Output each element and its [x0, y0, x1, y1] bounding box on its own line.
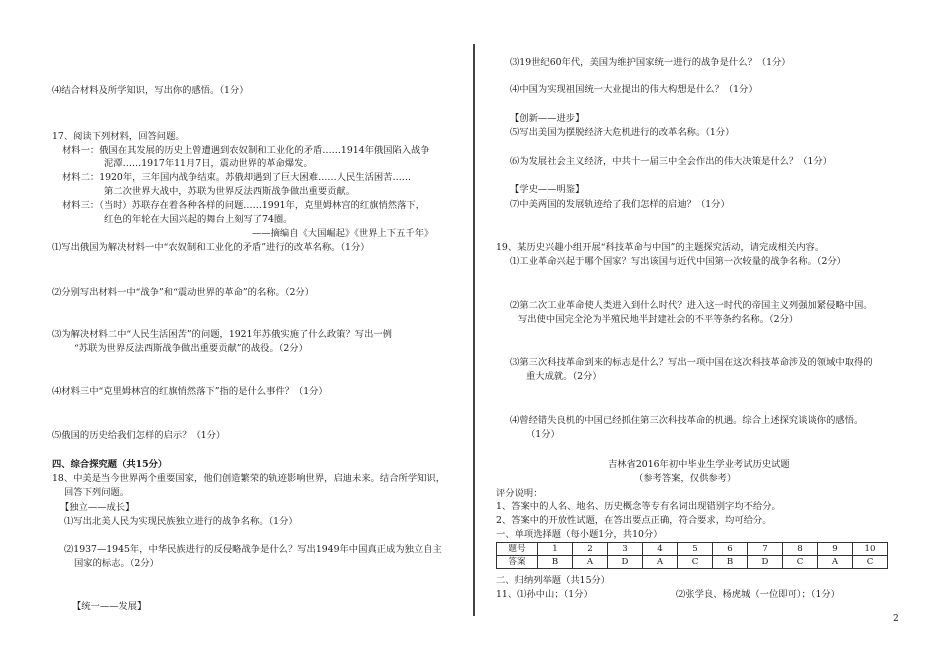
q18-3: ⑶19世纪60年代，美国为维护国家统一进行的战争是什么？（1分）: [510, 57, 791, 68]
table-cell: 3: [608, 543, 643, 556]
q18-1: ⑴写出北美人民为实现民族独立进行的战争名称。（1分）: [64, 516, 298, 527]
material-1-line2: 泥潭……1917年11月7日，震动世界的革命爆发。: [104, 158, 313, 169]
page-number: 2: [893, 614, 899, 624]
table-cell: D: [748, 556, 783, 569]
q17-2: ⑵分别写出材料一中“战争”和“震动世界的革命”的名称。（2分）: [52, 287, 314, 298]
table-cell: 10: [853, 543, 888, 556]
table-cell: 9: [818, 543, 853, 556]
material-1-line1: 材料一：俄国在其发展的历史上曾遭遇到农奴制和工业化的矛盾……1914年俄国陷入战争: [62, 145, 430, 156]
answer-11-part1: 11、⑴孙中山；（1分）: [496, 589, 593, 600]
q18-4: ⑷中国为实现祖国统一大业提出的伟大构想是什么？（1分）: [510, 84, 758, 95]
q19-4-line2: （1分）: [526, 429, 560, 440]
column-divider: [473, 44, 475, 616]
tag-history: 【学史——明鉴】: [510, 184, 585, 195]
material-3-line1: 材料三：（当时）苏联存在着各种各样的问题……1991年，克里姆林宫的红旗悄然落下，: [62, 200, 425, 211]
q19-1: ⑴工业革命兴起于哪个国家？写出该国与近代中国第一次较量的战争名称。（2分）: [510, 256, 846, 267]
tag-innovation: 【创新——进步】: [510, 113, 585, 124]
material-2-line2: 第二次世界大战中，苏联为世界反法西斯战争做出重要贡献。: [104, 186, 356, 197]
table-cell: C: [853, 556, 888, 569]
q17-3-line1: ⑶为解决材料二中“人民生活困苦”的问题，1921年苏俄实施了什么政策？写出一例: [52, 329, 392, 340]
section-2-heading: 二、归纳列举题（共15分）: [496, 575, 611, 586]
q17-3-line2: “苏联为世界反法西斯战争做出重要贡献”的战役。（2分）: [74, 343, 308, 354]
table-cell: A: [818, 556, 853, 569]
table-cell: B: [713, 556, 748, 569]
material-source: ——摘编自《大国崛起》《世界上下五千年》: [252, 228, 434, 239]
table-header-answer: 答案: [497, 556, 538, 569]
material-3-line2: 红色的年轮在大国兴起的舞台上刻写了74圈。: [104, 214, 293, 225]
table-cell: A: [643, 556, 678, 569]
table-cell: C: [783, 556, 818, 569]
q18-5: ⑸写出美国为摆脱经济大危机进行的改革名称。（1分）: [510, 127, 735, 138]
material-2-line1: 材料二：1920年，三年国内战争结束。苏俄却遇到了巨大困难……人民生活困苦……: [62, 172, 412, 183]
table-header-number: 题号: [497, 543, 538, 556]
answer-11-part2: ⑵张学良、杨虎城（一位即可）；（1分）: [676, 589, 840, 600]
table-cell: A: [573, 556, 608, 569]
table-cell: 8: [783, 543, 818, 556]
answer-subtitle: （参考答案，仅供参考）: [634, 473, 737, 484]
q19-3-line1: ⑶第三次科技革命到来的标志是什么？写出一项中国在这次科技革命涉及的领域中取得的: [510, 357, 873, 368]
table-cell: 1: [538, 543, 573, 556]
table-cell: B: [538, 556, 573, 569]
table-cell: 2: [573, 543, 608, 556]
q19-2-line1: ⑵第二次工业革命使人类进入到什么时代？进入这一时代的帝国主义列强加紧侵略中国。: [510, 300, 873, 311]
evaluation-1: 1、答案中的人名、地名、历史概念等专有名词出现错别字均不给分。: [496, 501, 781, 512]
answer-table: [496, 542, 888, 569]
q19-4-line1: ⑷曾经错失良机的中国已经抓住第三次科技革命的机遇。综合上述探究谈谈你的感悟。: [510, 415, 864, 426]
section-1-heading: 一、单项选择题（每小题1分，共10分）: [496, 529, 663, 540]
table-cell: 5: [678, 543, 713, 556]
q17-1: ⑴写出俄国为解决材料一中“农奴制和工业化的矛盾”进行的改革名称。（1分）: [52, 242, 370, 253]
q17-4: ⑷材料三中“克里姆林宫的红旗悄然落下”指的是什么事件？（1分）: [52, 386, 328, 397]
q19-2-line2: 写出使中国完全沦为半殖民地半封建社会的不平等条约名称。（2分）: [518, 314, 799, 325]
q17-5: ⑸俄国的历史给我们怎样的启示？（1分）: [52, 430, 226, 441]
q19-3-line2: 重大成就。（2分）: [526, 371, 602, 382]
table-cell: 6: [713, 543, 748, 556]
table-cell: D: [608, 556, 643, 569]
section-4-heading: 四、综合探究题（共15分）: [52, 459, 168, 470]
answer-title: 吉林省2016年初中毕业生学业考试历史试题: [608, 459, 790, 470]
q18-line2: 回答下列问题。: [64, 487, 130, 498]
evaluation-heading: 评分说明：: [496, 488, 543, 499]
q18-line1: 18、中美是当今世界两个重要国家，他们创造繁荣的轨迹影响世界，启迪未来。结合所学知识，: [52, 473, 446, 484]
q17-title: 17、阅读下列材料，回答问题。: [52, 131, 185, 142]
table-cell: C: [678, 556, 713, 569]
tag-unification: 【统一——发展】: [72, 601, 147, 612]
answer-table-row-numbers: [497, 543, 888, 556]
q18-7: ⑺中美两国的发展轨迹给了我们怎样的启迪？（1分）: [510, 199, 730, 210]
tag-independence: 【独立——成长】: [60, 502, 135, 513]
q18-2-line1: ⑵1937—1945年，中华民族进行的反侵略战争是什么？写出1949年中国真正成为独立自主: [64, 544, 442, 555]
table-cell: 7: [748, 543, 783, 556]
q18-2-line2: 国家的标志。（2分）: [74, 558, 159, 569]
q16-4: ⑷结合材料及所学知识，写出你的感悟。（1分）: [52, 85, 249, 96]
table-cell: 4: [643, 543, 678, 556]
q19-title: 19、某历史兴趣小组开展“科技革命与中国”的主题探究活动，请完成相关内容。: [496, 242, 825, 253]
evaluation-2: 2、答案中的开放性试题，在答出要点正确，符合要求，均可给分。: [496, 515, 772, 526]
answer-table-row-answers: [497, 556, 888, 569]
q18-6: ⑹为发展社会主义经济，中共十一届三中全会作出的伟大决策是什么？（1分）: [510, 156, 833, 167]
